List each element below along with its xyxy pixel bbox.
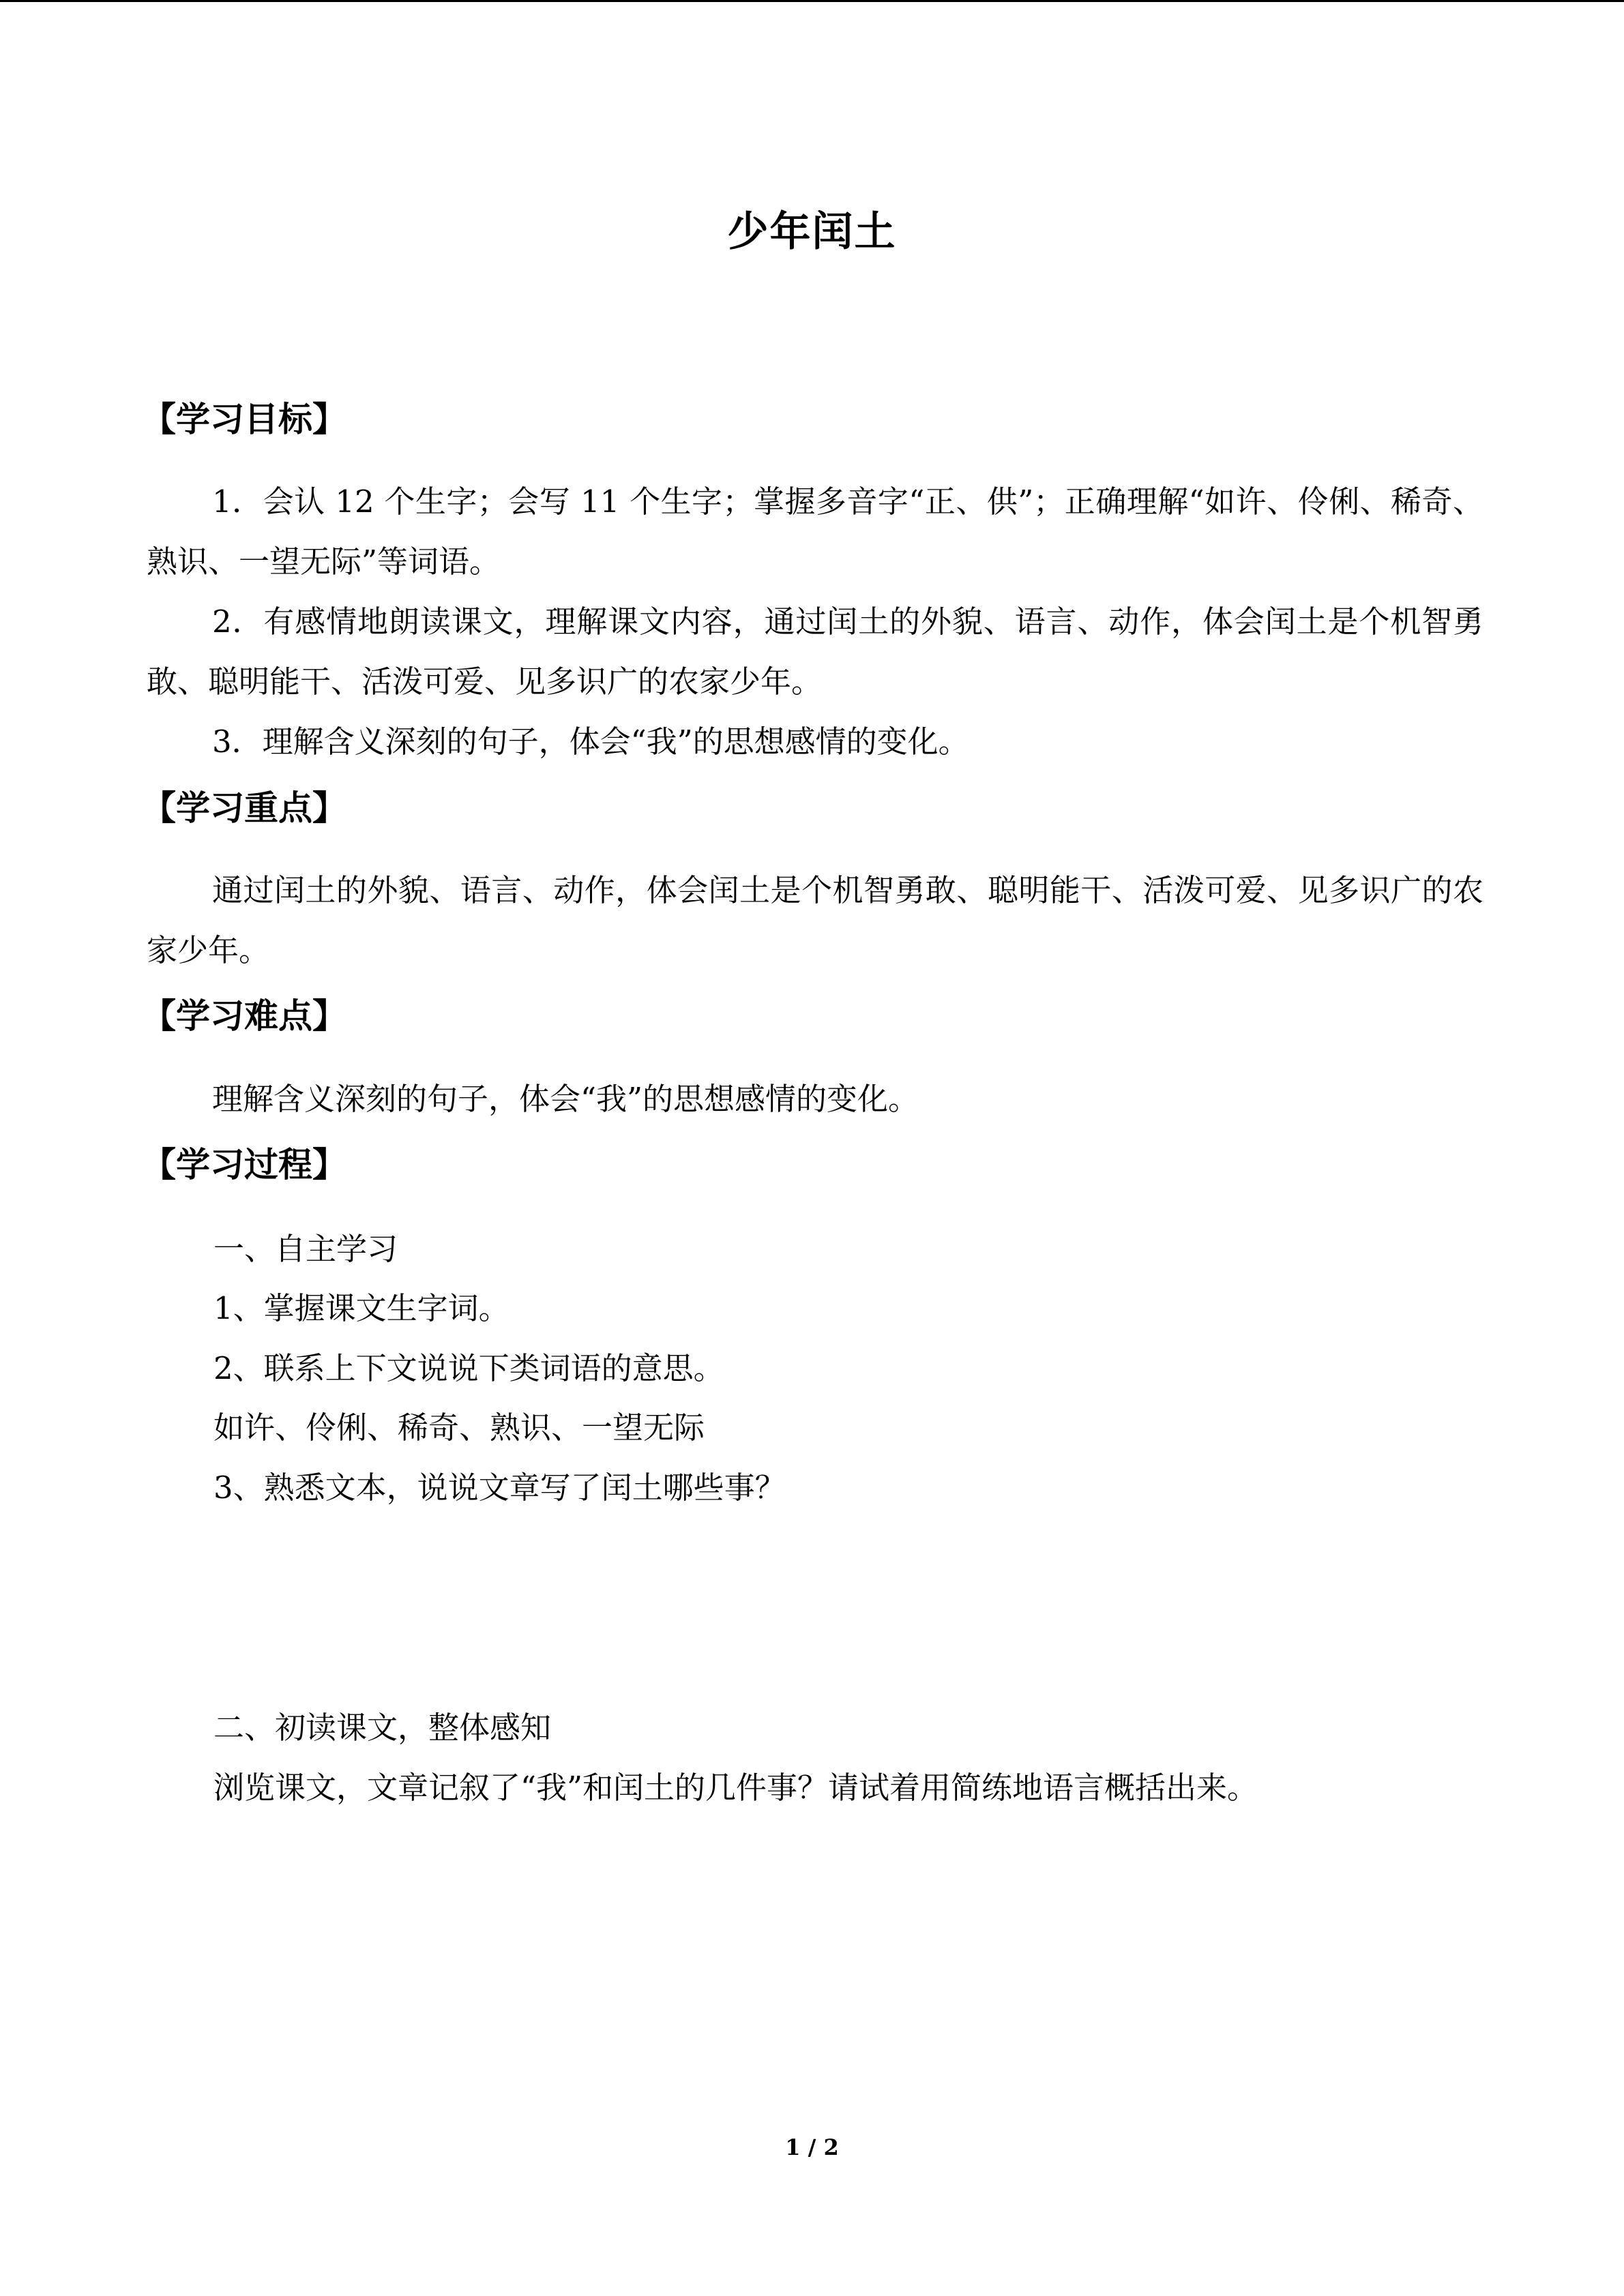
page-number: 1 / 2 bbox=[785, 2134, 839, 2160]
section-heading-difficulties: 【学习难点】 bbox=[142, 996, 346, 1036]
difficulties-text: 理解含义深刻的句子，体会“我”的思想感情的变化。 bbox=[212, 1081, 919, 1117]
process-part1-title: 一、自主学习 bbox=[213, 1231, 398, 1267]
objective-item-1: 1．会认 12 个生字；会写 11 个生字；掌握多音字“正、供”；正确理解“如许、伶俐、稀奇、熟识、一望无际”等词语。 bbox=[147, 483, 1483, 580]
process-part2-text: 浏览课文，文章记叙了“我”和闰土的几件事？请试着用简练地语言概括出来。 bbox=[213, 1770, 1258, 1806]
section-heading-process: 【学习过程】 bbox=[142, 1145, 346, 1184]
objective-item-3: 3．理解含义深刻的句子，体会“我”的思想感情的变化。 bbox=[212, 724, 969, 760]
section-heading-objectives: 【学习目标】 bbox=[142, 400, 346, 439]
section-heading-key-points: 【学习重点】 bbox=[142, 788, 346, 828]
process-part2-title: 二、初读课文，整体感知 bbox=[213, 1710, 552, 1746]
key-points-text: 通过闰土的外貌、语言、动作，体会闰土是个机智勇敢、聪明能干、活泼可爱、见多识广的农家少年。 bbox=[147, 872, 1483, 968]
process-part1-item-4: 3、熟悉文本，说说文章写了闰土哪些事？ bbox=[213, 1470, 786, 1506]
objective-item-2: 2．有感情地朗读课文，理解课文内容，通过闰土的外貌、语言、动作，体会闰土是个机智勇敢、聪明能干、活泼可爱、见多识广的农家少年。 bbox=[147, 603, 1483, 700]
process-part1-item-2: 2、联系上下文说说下类词语的意思。 bbox=[213, 1350, 724, 1386]
document-title: 少年闰土 bbox=[727, 208, 897, 256]
process-part1-item-1: 1、掌握课文生字词。 bbox=[213, 1290, 510, 1326]
process-part1-item-3: 如许、伶俐、稀奇、熟识、一望无际 bbox=[213, 1410, 705, 1446]
